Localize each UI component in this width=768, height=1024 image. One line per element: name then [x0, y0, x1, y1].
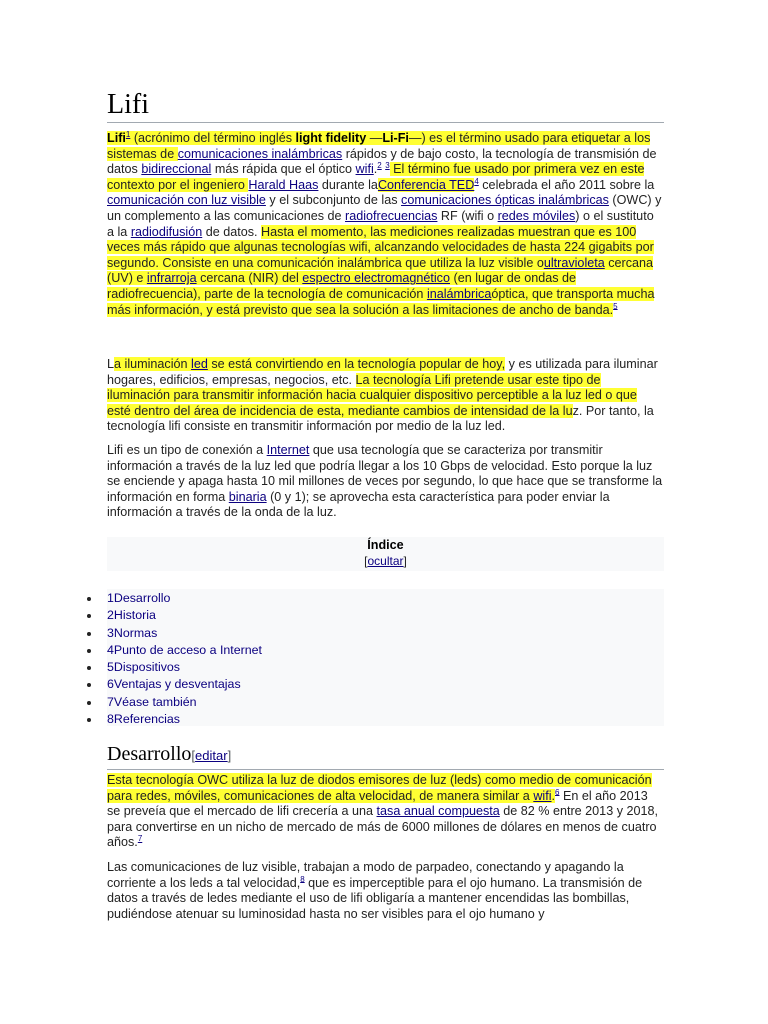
toc-item — [86, 625, 262, 642]
toc-item — [86, 659, 262, 676]
link-tasa-anual-compuesta[interactable]: tasa anual compuesta — [376, 804, 500, 819]
toc-item — [86, 607, 262, 624]
link-conferencia-ted[interactable]: Conferencia TED — [377, 177, 475, 192]
link-inalambrica[interactable]: inalámbrica — [426, 286, 492, 301]
toc-item — [86, 694, 262, 711]
link-ultravioleta[interactable]: ultravioleta — [543, 255, 605, 270]
link-radiofrecuencias[interactable]: radiofrecuencias — [345, 208, 438, 223]
toc-link-historia[interactable]: 2Historia — [107, 608, 156, 623]
toc-item — [86, 676, 262, 693]
link-comunicaciones-inalambricas[interactable]: comunicaciones inalámbricas — [177, 146, 343, 161]
toc-hide-link[interactable]: ocultar — [367, 553, 404, 568]
led-paragraph: La iluminación led se está convirtiendo en la tecnología popular de hoy, y es utilizada para iluminar hogares, edificios, empresas, negocios, etc. La tecnología Lifi pretende usar este tipo de iluminación para transmitir información hacia cualquier dispositivo perceptible a la luz led o que esté dentro del área de incidencia de esta, mediante cambios de intensidad de la luz. Por tanto, la tecnología lifi consiste en transmitir información por medio de la luz led. — [107, 357, 658, 434]
connection-paragraph: Lifi es un tipo de conexión a Internet que usa tecnología que se caracteriza por transmitir información a través de la luz led que podría llegar a los 10 Gbps de velocidad. Esto porque la luz se enciende y apaga hasta 10 mil millones de veces por segundo, lo que hace que se transforme la información en forma binaria (0 y 1); se aprovecha esta característica para poder enviar la información a través de la onda de la luz. — [107, 443, 663, 520]
ref-link[interactable]: 1 — [125, 129, 131, 139]
link-redes-moviles[interactable]: redes móviles — [497, 208, 576, 223]
toc-item — [86, 590, 262, 607]
section-heading-desarrollo: Desarrollo[editar] — [107, 741, 664, 770]
ref-link[interactable]: 4 — [474, 176, 479, 186]
link-infrarroja[interactable]: infrarroja — [146, 271, 197, 286]
toc-link-dispositivos[interactable]: 5Dispositivos — [107, 660, 180, 675]
ref-link[interactable]: 3 — [385, 161, 390, 170]
link-wifi[interactable]: wifi — [533, 788, 552, 803]
intro-paragraph: Lifi$^1$ (acrónimo del término inglés light fidelity —Li-Fi—) es el término usado para etiquetar a los sistemas de comunicaciones inalámbricas rápidos y de bajo costo, la tecnología de transmisión de datos bidireccional más rápida que el óptico wifi.$^2$ $^3$ El término fue usado por primera vez en este contexto por el ingeniero Harald Haas durante laConferencia TED$^4$ celebrada el año 2011 sobre la comunicación con luz visible y el subconjunto de las comunicaciones ópticas inalámbricas (OWC) y un complemento a las comunicaciones de radiofrecuencias RF (wifi o redes móviles) o el sustituto a la radiodifusión de datos. Hasta el momento, las mediciones realizadas muestran que es 100 veces más rápido que algunas tecnologías wifi, alcanzando velocidades de hasta 224 gigabits por segundo. Consiste en una comunicación inalámbrica que utiliza la luz visible oultravioleta cercana (UV) e infrarroja cercana (NIR) del espectro electromagnético (en lugar de ondas de radiofrecuencia), parte de la tecnología de comunicación inalámbricaóptica, que transporta mucha más información, y está previsto que sea la solución a las limitaciones de ancho de banda.$^5$ — [107, 129, 662, 317]
link-wifi[interactable]: wifi — [355, 162, 374, 177]
toc-item — [86, 711, 262, 728]
toc-toggle: [ocultar] — [364, 553, 407, 568]
toc-header — [107, 537, 664, 571]
toc-link-ventajas[interactable]: 6Ventajas y desventajas — [107, 677, 241, 692]
link-binaria[interactable]: binaria — [228, 489, 267, 504]
ref-link[interactable]: 7 — [137, 834, 143, 844]
desarrollo-paragraph-1: Esta tecnología OWC utiliza la luz de diodos emisores de luz (leds) como medio de comunicación para redes, móviles, comunicaciones de alta velocidad, de manera similar a wifi.$^6$ En el año 2013 se preveía que el mercado de lifi crecería a una tasa anual compuesta de 82 % entre 2013 y 2018, para convertirse en un nicho de mercado de más de 6000 millones de dólares en menos de cuatro años.$^7$ — [107, 773, 659, 850]
toc-list — [86, 590, 262, 728]
toc-item — [86, 642, 262, 659]
link-led[interactable]: led — [191, 357, 208, 371]
ref-link[interactable]: 8 — [300, 874, 305, 884]
ref-link[interactable]: 2 — [377, 161, 382, 170]
toc-link-vease-tambien[interactable]: 7Véase también — [107, 694, 197, 709]
toc-title: Índice — [367, 538, 404, 552]
toc-link-punto-acceso[interactable]: 4Punto de acceso a Internet — [107, 642, 262, 657]
link-comunicacion-luz-visible[interactable]: comunicación con luz visible — [107, 193, 266, 208]
desarrollo-paragraph-2: Las comunicaciones de luz visible, trabajan a modo de parpadeo, conectando y apagando la corriente a los leds a tal velocidad,$^8$ que es imperceptible para el ojo humano. La transmisión de datos a través de ledes mediante el uso de lifi obligaría a mantener encendidas las bombillas, pudiéndose atenuar su luminosidad hasta no ser visibles para el ojo humano y — [107, 860, 643, 921]
ref-link[interactable]: 5 — [613, 301, 618, 311]
link-internet[interactable]: Internet — [266, 443, 310, 457]
toc-link-referencias[interactable]: 8Referencias — [107, 712, 181, 727]
toc-link-normas[interactable]: 3Normas — [107, 625, 158, 640]
toc-link-desarrollo[interactable]: 1Desarrollo — [107, 591, 171, 605]
term-lifi: Lifi — [107, 131, 126, 145]
link-bidireccional[interactable]: bidireccional — [141, 162, 212, 177]
link-espectro-electromagnetico[interactable]: espectro electromagnético — [302, 271, 450, 286]
link-radiodifusion[interactable]: radiodifusión — [130, 224, 203, 239]
edit-link[interactable]: editar — [195, 748, 228, 763]
ref-link[interactable]: 6 — [555, 787, 560, 797]
page-title: Lifi — [107, 88, 664, 123]
link-comunicaciones-opticas[interactable]: comunicaciones ópticas inalámbricas — [401, 193, 609, 208]
edit-section: [editar] — [191, 748, 232, 763]
link-harald-haas[interactable]: Harald Haas — [248, 177, 319, 192]
